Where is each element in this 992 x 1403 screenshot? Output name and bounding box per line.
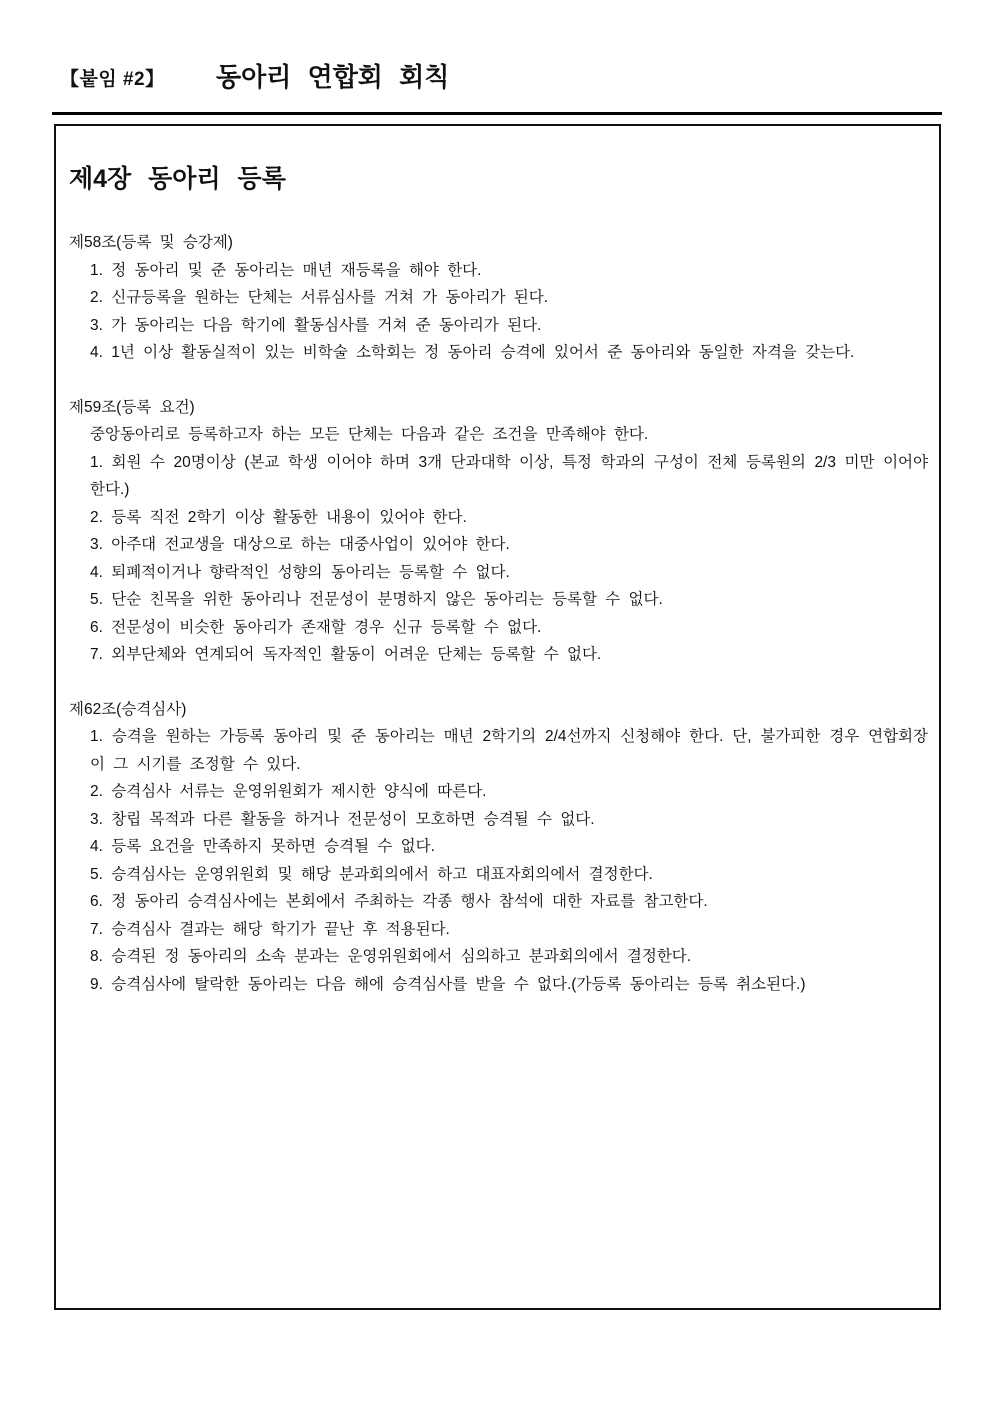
article-59 bbox=[69, 394, 928, 669]
article-item: 4. 1년 이상 활동실적이 있는 비학술 소학회는 정 동아리 승격에 있어서 준 동아리와 동일한 자격을 갖는다. bbox=[90, 344, 855, 361]
article-item: 3. 가 동아리는 다음 학기에 활동심사를 거쳐 준 동아리가 된다. bbox=[90, 316, 542, 334]
article-58-body bbox=[90, 257, 928, 367]
article-item: 2. 등록 직전 2학기 이상 활동한 내용이 있어야 한다. bbox=[90, 508, 467, 526]
article-59-body bbox=[90, 421, 928, 669]
article-62 bbox=[69, 696, 928, 999]
article-item: 6. 전문성이 비슷한 동아리가 존재할 경우 신규 등록할 수 없다. bbox=[90, 618, 542, 636]
article-58 bbox=[69, 229, 928, 367]
header-divider bbox=[52, 112, 942, 115]
article-item: 3. 아주대 전교생을 대상으로 하는 대중사업이 있어야 한다. bbox=[90, 536, 510, 553]
article-item: 2. 신규등록을 원하는 단체는 서류심사를 거쳐 가 동아리가 된다. bbox=[90, 289, 549, 306]
article-item: 2. 승격심사 서류는 운영위원회가 제시한 양식에 따른다. bbox=[90, 783, 487, 800]
chapter-title: 제4장 동아리 등록 bbox=[69, 165, 286, 193]
attachment-label: 【붙임 #2】 bbox=[60, 69, 165, 90]
article-59-heading: 제59조(등록 요건) bbox=[69, 398, 195, 416]
article-58-heading: 제58조(등록 및 승강제) bbox=[69, 234, 233, 251]
article-item: 8. 승격된 정 동아리의 소속 분과는 운영위원회에서 심의하고 분과회의에서 결정한다. bbox=[90, 948, 692, 965]
article-intro: 중앙동아리로 등록하고자 하는 모든 단체는 다음과 같은 조건을 만족해야 한다. bbox=[90, 426, 649, 443]
article-item: 1. 정 동아리 및 준 동아리는 매년 재등록을 해야 한다. bbox=[90, 261, 482, 279]
article-62-heading: 제62조(승격심사) bbox=[69, 700, 187, 718]
article-item: 5. 승격심사는 운영위원회 및 해당 분과회의에서 하고 대표자회의에서 결정한다. bbox=[90, 865, 653, 883]
article-62-body bbox=[90, 723, 928, 998]
article-item: 7. 외부단체와 연계되어 독자적인 활동이 어려운 단체는 등록할 수 없다. bbox=[90, 646, 602, 663]
article-item: 4. 퇴폐적이거나 향락적인 성향의 동아리는 등록할 수 없다. bbox=[90, 563, 510, 581]
document-title: 동아리 연합회 회칙 bbox=[216, 62, 450, 92]
article-item: 1. 승격을 원하는 가등록 동아리 및 준 동아리는 매년 2학기의 2/4선까지 신청해야 한다. 단, 불가피한 경우 연합회장이 그 시기를 조정할 수 있다. bbox=[90, 728, 928, 773]
article-item: 3. 창립 목적과 다른 활동을 하거나 전문성이 모호하면 승격될 수 없다. bbox=[90, 810, 595, 828]
content-box bbox=[54, 124, 941, 1310]
article-item: 1. 회원 수 20명이상 (본교 학생 이어야 하며 3개 단과대학 이상, 특정 학과의 구성이 전체 등록원의 2/3 미만 이어야 한다.) bbox=[90, 453, 928, 498]
article-item: 9. 승격심사에 탈락한 동아리는 다음 해에 승격심사를 받을 수 없다.(가등록 동아리는 등록 취소된다.) bbox=[90, 975, 806, 993]
article-item: 5. 단순 친목을 위한 동아리나 전문성이 분명하지 않은 동아리는 등록할 수 없다. bbox=[90, 591, 663, 608]
article-item: 4. 등록 요건을 만족하지 못하면 승격될 수 없다. bbox=[90, 838, 435, 855]
article-item: 6. 정 동아리 승격심사에는 본회에서 주최하는 각종 행사 참석에 대한 자료를 참고한다. bbox=[90, 893, 708, 910]
article-item: 7. 승격심사 결과는 해당 학기가 끝난 후 적용된다. bbox=[90, 920, 450, 938]
